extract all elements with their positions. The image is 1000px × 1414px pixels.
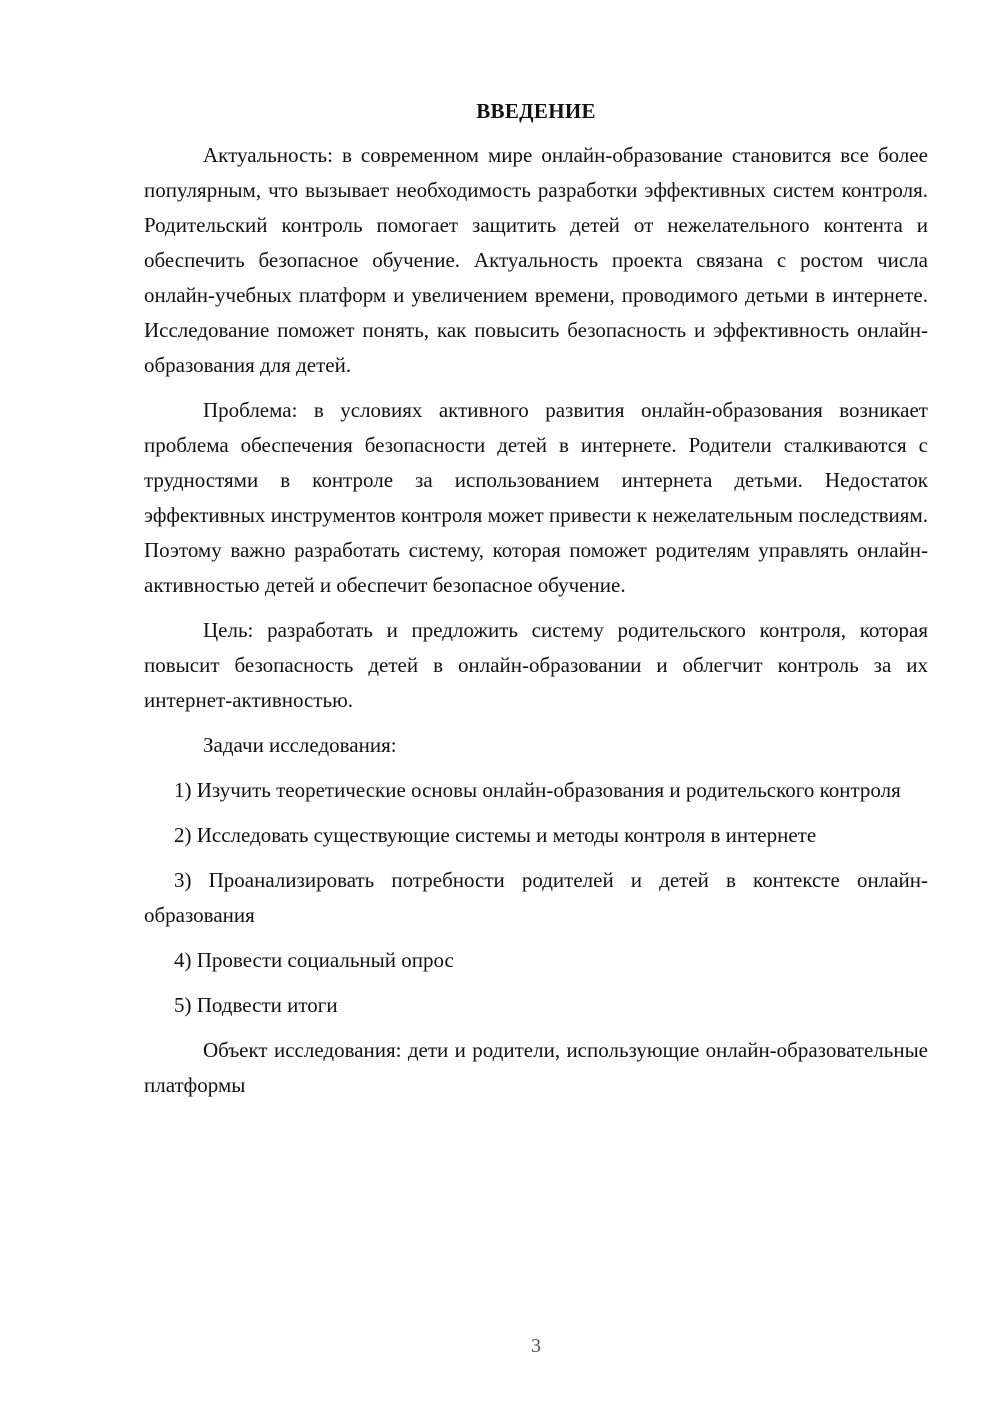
task-item-1: 1) Изучить теоретические основы онлайн-образования и родительского контроля	[174, 778, 901, 802]
page-number: 3	[531, 1335, 541, 1357]
task-item-3: 3) Проанализировать потребности родителей и детей в контексте онлайн-образования	[144, 868, 928, 927]
page-content	[144, 96, 928, 1113]
section-title: ВВЕДЕНИЕ	[476, 99, 596, 123]
paragraph-goal: Цель: разработать и предложить систему родительского контроля, которая повысит безопасность детей в онлайн-образовании и облегчит контроль за их интернет-активностью.	[144, 618, 928, 712]
task-item-4: 4) Провести социальный опрос	[174, 948, 454, 972]
task-item-2: 2) Исследовать существующие системы и методы контроля в интернете	[174, 823, 817, 847]
paragraph-problem: Проблема: в условиях активного развития онлайн-образования возникает проблема обеспечения безопасности детей в интернете. Родители сталкиваются с трудностями в контроле за использованием интернета детьми. Недостаток эффективных инструментов контроля может привести к нежелательным последствиям. Поэтому важно разработать систему, которая поможет родителям управлять онлайн-активностью детей и обеспечит безопасное обучение.	[144, 398, 928, 597]
tasks-heading: Задачи исследования:	[203, 733, 397, 757]
paragraph-relevance: Актуальность: в современном мире онлайн-образование становится все более популярным, что вызывает необходимость разработки эффективных систем контроля. Родительский контроль помогает защитить детей от нежелательного контента и обеспечить безопасное обучение. Актуальность проекта связана с ростом числа онлайн-учебных платформ и увеличением времени, проводимого детьми в интернете. Исследование поможет понять, как повысить безопасность и эффективность онлайн-образования для детей.	[144, 143, 928, 377]
task-item-5: 5) Подвести итоги	[174, 993, 338, 1017]
paragraph-object: Объект исследования: дети и родители, использующие онлайн-образовательные платформы	[144, 1038, 928, 1097]
